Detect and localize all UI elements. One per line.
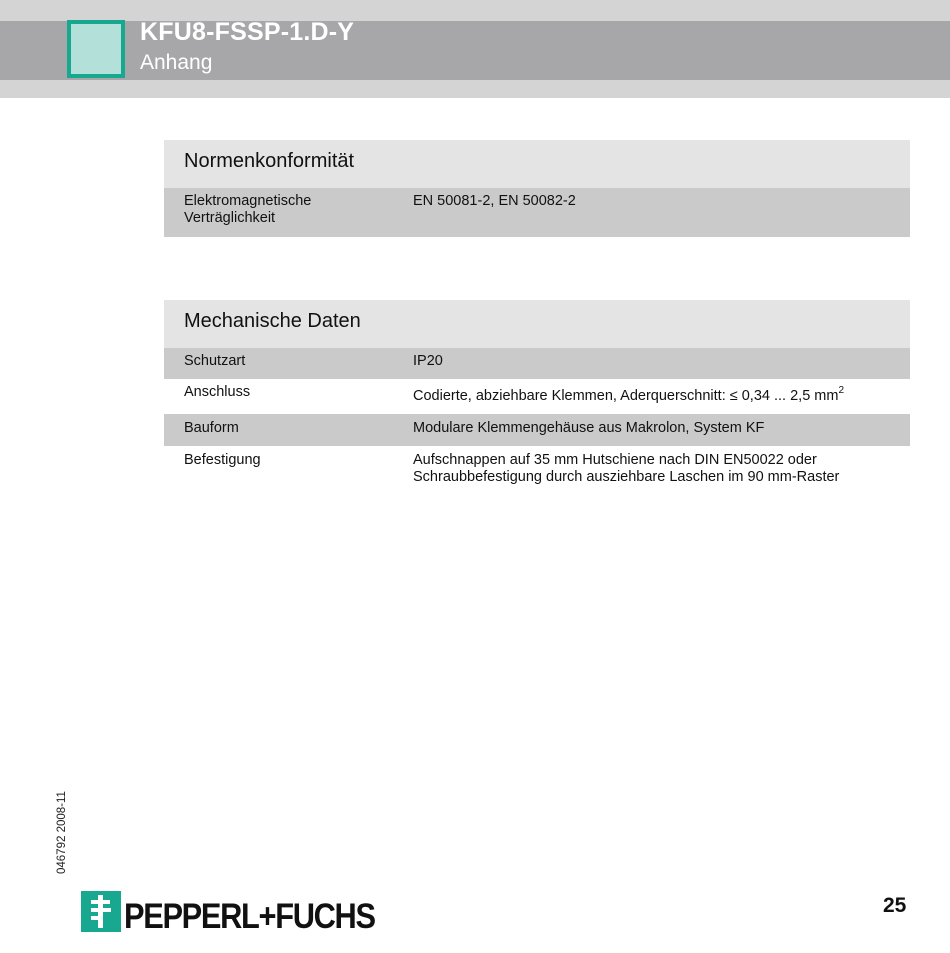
row-key: Schutzart (184, 353, 246, 369)
table-row (164, 348, 910, 379)
row-value-text: Codierte, abziehbare Klemmen, Aderquerschnitt: ≤ 0,34 ... 2,5 mm (413, 388, 839, 404)
row-key: Bauform (184, 420, 239, 436)
document-subtitle: Anhang (140, 51, 213, 74)
row-key-line: Verträglichkeit (184, 210, 276, 226)
row-value-line: Aufschnappen auf 35 mm Hutschiene nach DIN EN50022 oder (413, 452, 817, 468)
row-value (413, 452, 910, 490)
brand-name: PEPPERL+FUCHS (124, 897, 375, 936)
header-band-bottom (0, 80, 950, 98)
pepperl-fuchs-logo-icon (81, 891, 121, 932)
table-row (164, 446, 910, 490)
row-value (413, 384, 910, 414)
row-value: EN 50081-2, EN 50082-2 (413, 193, 576, 209)
document-title: KFU8-FSSP-1.D-Y (140, 18, 355, 46)
superscript: 2 (838, 385, 845, 397)
page-number: 25 (883, 894, 907, 917)
header-logo-square (67, 20, 125, 78)
row-value-line: Schraubbefestigung durch ausziehbare Laschen im 90 mm-Raster (413, 469, 840, 485)
row-key (164, 193, 413, 237)
section-heading: Normenkonformität (164, 140, 910, 188)
row-value: IP20 (413, 353, 443, 369)
section-mechanische-daten (164, 300, 910, 490)
table-row (164, 188, 910, 237)
row-key-line: Elektromagnetische (184, 193, 312, 209)
section-normenkonformitaet (164, 140, 910, 237)
row-key: Anschluss (184, 384, 251, 400)
document-code: 046792 2008-11 (56, 791, 68, 874)
section-heading: Mechanische Daten (164, 300, 910, 348)
row-value: Modulare Klemmengehäuse aus Makrolon, System KF (413, 420, 765, 436)
table-row (164, 414, 910, 446)
row-key: Befestigung (184, 452, 261, 468)
table-row (164, 379, 910, 414)
